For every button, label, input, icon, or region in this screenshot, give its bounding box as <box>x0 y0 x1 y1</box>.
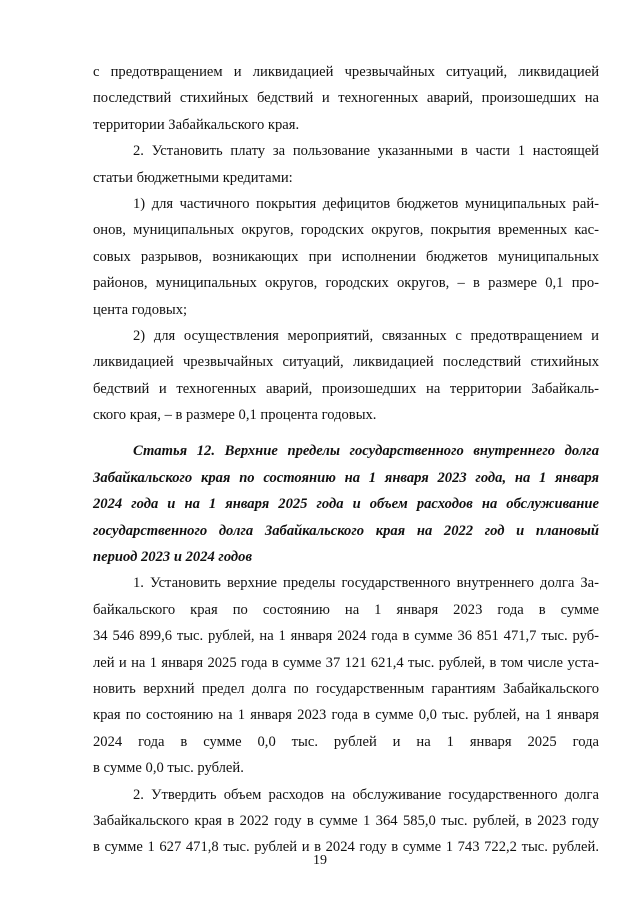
paragraph-line: онов, муниципальных округов, городских округов, покрытия временных кас- <box>93 222 599 239</box>
paragraph-line: бедствий и техногенных аварий, произошедших на территории Забайкаль- <box>93 380 599 397</box>
paragraph-line: цента годовых; <box>93 301 188 318</box>
paragraph-line: ского края, – в размере 0,1 процента годовых. <box>93 407 377 424</box>
heading-line: государственного долга Забайкальского края на 2022 год и плановый <box>93 522 599 539</box>
article-body-line: новить верхний предел долга по государственным гарантиям Забайкальского <box>93 680 599 697</box>
article-body-line: 1. Установить верхние пределы государственного внутреннего долга За- <box>133 575 599 592</box>
paragraph-line: с предотвращением и ликвидацией чрезвычайных ситуаций, ликвидацией <box>93 64 599 80</box>
heading-line: 2024 года и на 1 января 2025 года и объем расходов на обслуживание <box>93 496 599 513</box>
paragraph-line: последствий стихийных бедствий и техногенных аварий, произошедших на <box>93 90 599 107</box>
article-body-line: в сумме 1 627 471,8 тыс. рублей и в 2024 году в сумме 1 743 722,2 тыс. рублей. <box>93 839 599 856</box>
article-body-line: Забайкальского края в 2022 году в сумме 1 364 585,0 тыс. рублей, в 2023 году <box>93 812 599 829</box>
article-12-body <box>93 570 599 860</box>
article-body-line: края по состоянию на 1 января 2023 года в сумме 0,0 тыс. рублей, на 1 января <box>93 707 599 724</box>
paragraph-line: совых разрывов, возникающих при исполнении бюджетов муниципальных <box>93 248 599 265</box>
article-body-line: 34 546 899,6 тыс. рублей, на 1 января 2024 года в сумме 36 851 471,7 тыс. руб- <box>93 628 599 645</box>
continuation-section <box>93 59 599 428</box>
heading-line: Статья 12. Верхние пределы государственного внутреннего долга <box>133 443 599 460</box>
paragraph-line: районов, муниципальных округов, городских округов, – в размере 0,1 про- <box>93 275 599 292</box>
article-body-line: 2024 года в сумме 0,0 тыс. рублей и на 1 января 2025 года <box>93 733 599 750</box>
document-page <box>93 59 599 861</box>
article-body-line: в сумме 0,0 тыс. рублей. <box>93 760 244 777</box>
paragraph-line: 2) для осуществления мероприятий, связанных с предотвращением и <box>133 327 599 344</box>
section-gap <box>93 428 599 438</box>
page-number: 19 <box>313 853 327 868</box>
paragraph-line: территории Забайкальского края. <box>93 116 300 133</box>
heading-line: Забайкальского края по состоянию на 1 января 2023 года, на 1 января <box>93 469 599 486</box>
paragraph-line: статьи бюджетными кредитами: <box>93 169 293 186</box>
article-12-heading <box>93 438 599 570</box>
heading-line: период 2023 и 2024 годов <box>93 549 252 566</box>
article-body-line: байкальского края по состоянию на 1 января 2023 года в сумме <box>93 601 599 618</box>
paragraph-line: ликвидацией чрезвычайных ситуаций, ликвидацией последствий стихийных <box>93 354 599 371</box>
paragraph-line: 1) для частичного покрытия дефицитов бюджетов муниципальных рай- <box>133 195 599 212</box>
paragraph-line: 2. Установить плату за пользование указанными в части 1 настоящей <box>133 143 599 160</box>
article-body-line: лей и на 1 января 2025 года в сумме 37 121 621,4 тыс. рублей, в том числе уста- <box>93 654 599 671</box>
article-body-line: 2. Утвердить объем расходов на обслуживание государственного долга <box>133 786 599 803</box>
